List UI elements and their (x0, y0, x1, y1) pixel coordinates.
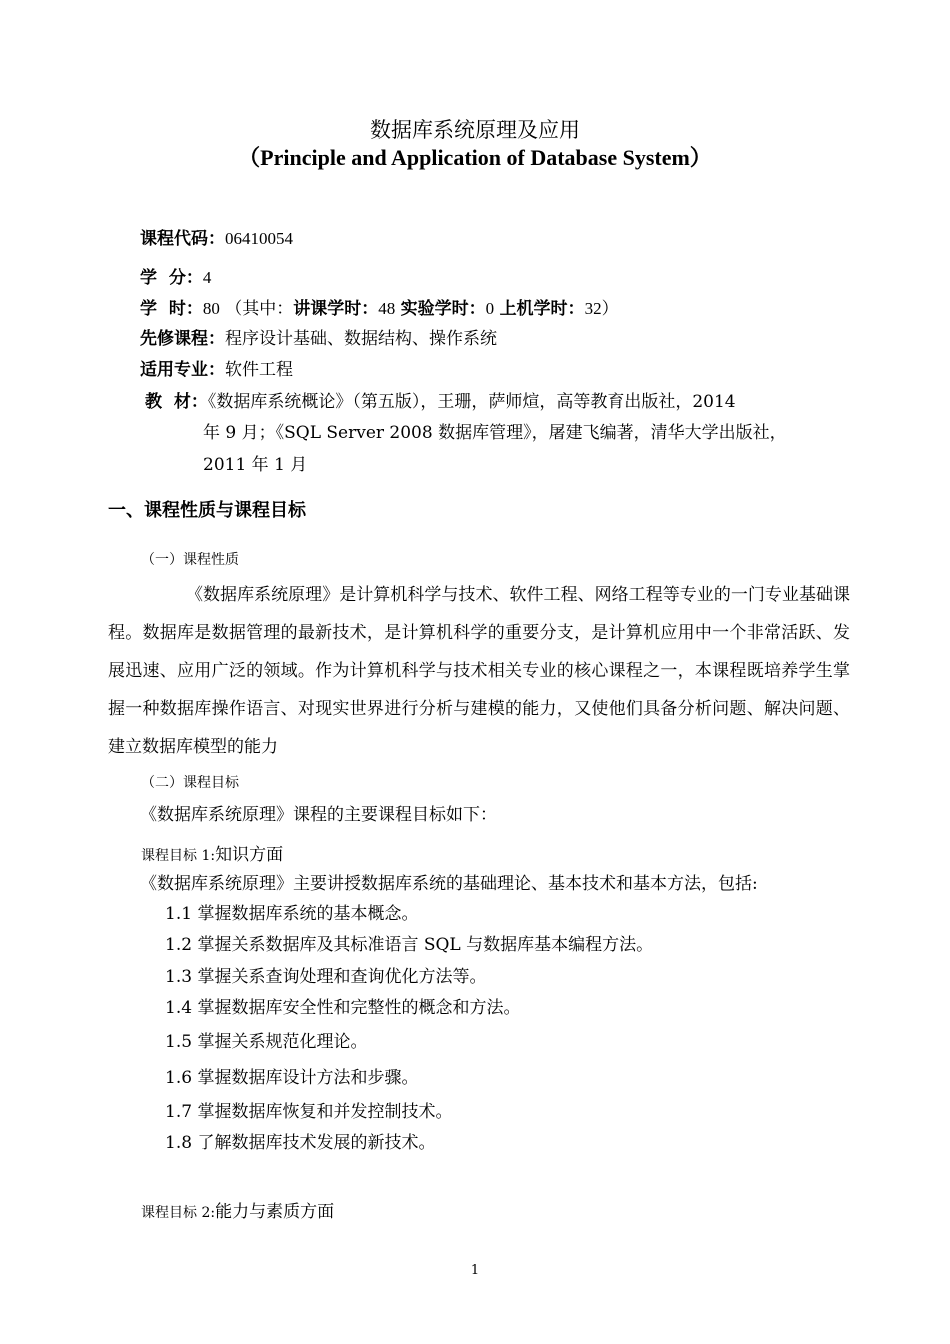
prerequisite-row (140, 324, 497, 349)
credit-row (140, 263, 211, 288)
major-value: 软件工程 (225, 360, 293, 380)
goal-1-prefix: 课程目标 1: (141, 848, 216, 864)
goal-1-item: 1.5 掌握关系规范化理论。 (165, 1032, 368, 1052)
textbook-row (145, 387, 736, 412)
course-title-en: （Principle and Application of Database System） (238, 145, 712, 170)
goal-1-description: 《数据库系统原理》主要讲授数据库系统的基础理论、基本技术和基本方法，包括: (140, 874, 758, 894)
lab-hours-value: 0 (485, 299, 495, 318)
hours-value: 80 (202, 299, 220, 318)
goal-1-item: 1.7 掌握数据库恢复和并发控制技术。 (165, 1102, 453, 1122)
major-label: 适用专业： (140, 360, 225, 380)
textbook-label: 教 材： (145, 392, 208, 412)
lecture-hours-value: 48 (378, 299, 396, 318)
course-code-row (140, 224, 293, 249)
major-row (140, 355, 293, 380)
goal-1-title: 知识方面 (215, 845, 284, 865)
goal-1-item: 1.8 了解数据库技术发展的新技术。 (165, 1133, 436, 1153)
goals-intro: 《数据库系统原理》课程的主要课程目标如下： (140, 805, 497, 825)
prerequisite-value: 程序设计基础、数据结构、操作系统 (225, 329, 497, 349)
goal-1-item: 1.4 掌握数据库安全性和完整性的概念和方法。 (165, 998, 521, 1018)
goal-2-title: 能力与素质方面 (215, 1202, 335, 1222)
credit-value: 4 (202, 268, 212, 287)
hours-paren: （其中： (225, 299, 294, 319)
prerequisite-label: 先修课程： (140, 329, 225, 349)
goal-1-item: 1.3 掌握关系查询处理和查询优化方法等。 (165, 967, 487, 987)
textbook-line-2: 年 9 月；《SQL Server 2008 数据库管理》，屠建飞编著，清华大学出版社， (203, 423, 787, 443)
hours-label: 学 时： (140, 299, 203, 319)
goal-2-prefix: 课程目标 2: (141, 1205, 216, 1221)
computer-hours-label: 上机学时： (499, 299, 585, 319)
course-code-value: 06410054 (225, 229, 293, 248)
course-title-cn: 数据库系统原理及应用 (370, 118, 580, 142)
page-number: 1 (470, 1263, 480, 1278)
goal-1-heading (141, 840, 283, 865)
section-heading-1: 一、课程性质与课程目标 (108, 500, 306, 521)
computer-hours-value: 32） (584, 299, 619, 318)
lab-hours-label: 实验学时： (400, 299, 486, 319)
goal-1-item: 1.1 掌握数据库系统的基本概念。 (165, 904, 419, 924)
course-nature-paragraph: 《数据库系统原理》是计算机科学与技术、软件工程、网络工程等专业的一门专业基础课程。数据库是数据管理的最新技术，是计算机科学的重要分支，是计算机应用中一个非常活跃、发展迅速、应用广泛的领域。作为计算机科学与技术相关专业的核心课程之一，本课程既培养学生掌握一种数据库操作语言、对现实世界进行分析与建模的能力，又使他们具备分析问题、解决问题、建立数据库模型的能力 (108, 585, 850, 757)
goal-1-item: 1.2 掌握关系数据库及其标准语言 SQL 与数据库基本编程方法。 (165, 935, 654, 955)
textbook-line-3: 2011 年 1 月 (203, 455, 308, 475)
hours-row (140, 294, 619, 319)
lecture-hours-label: 讲课学时： (293, 299, 379, 319)
subsection-nature: （一）课程性质 (141, 552, 239, 568)
course-code-label: 课程代码： (140, 229, 225, 249)
credit-label: 学 分： (140, 268, 203, 288)
textbook-line-1: 《数据库系统概论》（第五版），王珊，萨师煊，高等教育出版社，2014 (207, 392, 736, 412)
subsection-goals: （二）课程目标 (141, 775, 239, 791)
goal-1-item: 1.6 掌握数据库设计方法和步骤。 (165, 1068, 419, 1088)
goal-2-heading (141, 1197, 334, 1222)
